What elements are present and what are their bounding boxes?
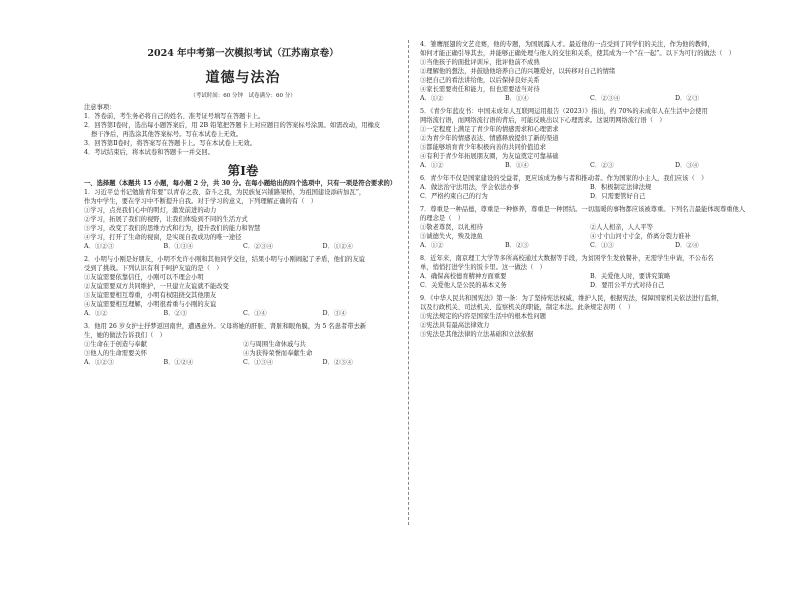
- statement-grid: [420, 223, 760, 241]
- option-b: B．①④: [505, 162, 529, 169]
- question-stem: 网络流行语，而网络流行语的背后，可能反映出以下心理需求。这说明网络流行语（ ）: [420, 117, 666, 124]
- option-c: C．①④: [243, 310, 267, 317]
- question-stem: 2．小明与小刚是好朋友，小明不允许小刚和其他同学交往，结果小明与小刚闹起了矛盾，他们的友谊: [84, 256, 366, 263]
- choice-item: C．严格约束自己的行为: [420, 193, 488, 200]
- statement-item: ②人人相亲，人人平等: [590, 224, 653, 231]
- statement-item: ①敬老尊贤，以礼相待: [420, 224, 483, 231]
- column-divider: [408, 40, 409, 525]
- option-a: A．①②③: [84, 243, 114, 250]
- statement-item: ④家长需要责任和能力，但也需要适当对待: [420, 86, 540, 93]
- option-c: C．②③: [590, 162, 614, 169]
- option-a: A．①②: [420, 95, 444, 102]
- statement-item: ②宪法具有最高法律效力: [420, 322, 490, 329]
- statement-item: ③诚德失火，殃及池鱼: [420, 233, 483, 240]
- note-line: 擦干净后，再选涂其他答案标号。写在本试卷上无效。: [91, 131, 243, 138]
- question-stem: 9．《中华人民共和国宪法》第一条：为了坚持宪法权威，维护人民，根据宪法，保障国家机关依法进行监督，: [420, 295, 724, 302]
- question-stem: 如何才能正确引导其去，并能够正确处理与他人的交往和关系，使其成为一个“在一起”。以下为可行的做法（ ）: [420, 50, 735, 57]
- statement-item: ①友谊需要依靠信任，小刚可以不理会小明: [84, 274, 204, 281]
- choice-item: A．确保高校德育精神方面重要: [420, 273, 507, 280]
- statement-item: ③学习，改变了我们的思维方式和行为，提升我们的能力和智慧: [84, 225, 261, 232]
- answer-options: [420, 241, 760, 250]
- option-c: C．②③④: [243, 243, 274, 250]
- note-line: 2．回答第Ⅰ卷时，选出每小题答案后，用 2B 铅笔把答题卡上对应题目的答案标号涂黑。如需改动，用橡皮: [84, 122, 381, 129]
- statement-item: ②学习，拓展了我们的视野，让我们体验到不同的生活方式: [84, 216, 248, 223]
- question-stem: 5．《青少年蓝皮书：中国未成年人互联网运用报告（2023）》指出，约 70%的未成年人在生活中会使用: [420, 108, 708, 115]
- note-line: 1．答卷前，考生务必将自己的姓名、准考证号填写在答题卡上。: [84, 113, 265, 120]
- choice-item: B．积极制定法律法规: [590, 184, 652, 191]
- statement-item: ④为获得荣誉而奉献生命: [243, 350, 313, 357]
- question-stem: 以及行政机关、司法机关、监察机关的职能，制定本法。此条规定表明（ ）: [420, 304, 635, 311]
- question-stem: 4．雏鹰展翅的文艺竞赛，他的专题，为国展露人才。最近他的一点受到了同学们的关注，作为他的教师，: [420, 41, 714, 48]
- question-4: [420, 40, 760, 103]
- statement-item: ②与周围生命休戚与共: [243, 341, 306, 348]
- option-d: D．②③: [675, 95, 699, 102]
- option-d: D．①②④: [322, 243, 353, 250]
- question-6: [420, 174, 760, 201]
- question-3: [84, 322, 402, 367]
- option-d: D．③④: [675, 162, 699, 169]
- question-8: [420, 254, 760, 290]
- option-b: B．①③④: [163, 243, 194, 250]
- choice-item: D．只需要管好自己: [590, 193, 646, 200]
- option-a: A．①②: [420, 162, 444, 169]
- option-a: A．①②③: [84, 359, 114, 366]
- choice-grid: [420, 183, 760, 201]
- option-b: B．①④: [505, 95, 529, 102]
- option-b: B．①②④: [163, 359, 194, 366]
- answer-options: [420, 161, 760, 170]
- option-c: C．①③: [590, 242, 614, 249]
- question-stem: 受到了挑战。下列认识有利于呵护友谊的是（ ）: [84, 265, 223, 272]
- section-instruction: 一、选择题（本题共 15 小题，每小题 2 分，共 30 分。在每小题给出的四个选项中，只有一项是符合要求的）: [84, 180, 397, 187]
- question-stem: 8．近年来，南京理工大学等多所高校通过大数据等手段，为贫困学生发放餐补，无需学生申请，不公布名: [420, 255, 714, 262]
- question-stem: 1．习近平总书记勉励青年要“以青春之我、奋斗之我，为民族复兴铺路架桥，为祖国建设添砖加瓦”，: [84, 189, 366, 196]
- question-stem: 7．尊重是一种品德，尊重是一种修养，尊重是一种团结。一切温暖的事物都应该被尊重。下列名言最能体现尊重他人: [420, 206, 746, 213]
- statement-item: ③友谊需要相互尊重，小明有权阻挠交其他朋友: [84, 292, 217, 299]
- question-1: [84, 188, 402, 251]
- left-column: [84, 0, 402, 562]
- statement-item: ④学习，打开了生命的视窗，是实现自我成功的唯一途径: [84, 234, 242, 241]
- option-d: D．②③④: [322, 359, 353, 366]
- option-d: D．③④: [322, 310, 347, 317]
- statement-item: ①当他孩子的面批评训斥，批评他前不成熟: [420, 59, 540, 66]
- exam-subtitle: （考试时间：60 分钟 试卷满分：60 分）: [190, 93, 296, 99]
- option-b: B．②③: [163, 310, 188, 317]
- question-stem: 生，她的做法告诉我们（ ）: [84, 332, 166, 339]
- right-column: [420, 0, 760, 602]
- statement-item: ④有利于青少年拓展朋友圈，为友谊奠定可靠基础: [420, 153, 559, 160]
- answer-options: [84, 242, 402, 251]
- notes-list: [84, 112, 402, 157]
- question-2: [84, 255, 402, 318]
- note-line: 3．回答第Ⅱ卷时，将答案写在答题卡上。写在本试卷上无效。: [84, 140, 257, 147]
- question-stem: 3．他用 26 岁女护士抒梦返回南世，遭遇意外。父母将她的肝脏、肾脏和眼角膜，为 5 名患者带去新: [84, 323, 367, 330]
- option-a: A．①②: [420, 242, 444, 249]
- choice-item: D．要用公平方式对待自己: [590, 282, 665, 289]
- statement-item: ③把自己的看法讲给他，以后保持良好关系: [420, 77, 540, 84]
- statement-item: ②理解他的想法，并鼓励他培养自己的兴趣爱好，以转移对自己的情绪: [420, 68, 616, 75]
- statement-item: ①生命在于创造与奉献: [84, 341, 147, 348]
- option-c: C．①③④: [243, 359, 274, 366]
- statement-item: ②为青少年的情感表达、情感释放提供了新的渠道: [420, 135, 559, 142]
- answer-options: [420, 94, 760, 103]
- statement-item: ④寸寸山河寸寸金，侨离分裂力谁补: [590, 233, 691, 240]
- statement-item: ④友谊需要相互理解，小明很看重与小刚的友谊: [84, 301, 217, 308]
- question-stem: 6．青少年不仅是国家建设的受益者，更应该成为参与者和推动者。作为国家的小主人，我们应该（ ）: [420, 175, 708, 182]
- choice-item: A．做法治守法用法，学会依法办事: [420, 184, 520, 191]
- option-d: D．②④: [675, 242, 699, 249]
- option-c: C．②③④: [590, 95, 621, 102]
- statement-item: ①一定程度上满足了青少年的情感需求和心理需求: [420, 126, 559, 133]
- note-line: 4．考试结束后，将本试卷和答题卡一并交回。: [84, 149, 214, 156]
- question-5: [420, 107, 760, 170]
- statement-item: ①学习，点亮我们心中的明灯，激发前进的动力: [84, 207, 217, 214]
- subject-title: 道德与法治: [205, 70, 281, 86]
- notes-heading: 注意事项：: [84, 104, 116, 111]
- statement-grid: [84, 340, 402, 358]
- question-stem: 作为中学生，要在学习中不断提升自我。对于学习的意义，下列理解正确的有（ ）: [84, 198, 317, 205]
- question-stem: 单，悄悄打进学生的饭卡里。这一做法（ ）: [420, 264, 546, 271]
- option-b: B．②③: [505, 242, 529, 249]
- choice-item: C．关爱他人是公民的基本义务: [420, 282, 507, 289]
- statement-item: ①宪法规定的内容是国家生活中的根本性问题: [420, 313, 546, 320]
- choice-grid: [420, 272, 760, 290]
- option-a: A．①②: [84, 310, 108, 317]
- statement-item: ③都能够培育青少年积极向善的共同价值追求: [420, 144, 546, 151]
- section-title: 第Ⅰ卷: [227, 163, 259, 178]
- question-9: [420, 294, 760, 339]
- question-stem: 的理念是（ ）: [420, 215, 465, 222]
- choice-item: B．关爱他人时，要讲究策略: [590, 273, 671, 280]
- statement-item: ③他人的生命需要关怀: [84, 350, 147, 357]
- question-7: [420, 205, 760, 250]
- statement-item: ③宪法是其他法律的立法基础和立法依据: [420, 331, 534, 338]
- exam-title: 2024 年中考第一次模拟考试（江苏南京卷）: [147, 48, 339, 59]
- answer-options: [84, 309, 402, 318]
- answer-options: [84, 358, 402, 367]
- statement-item: ②友谊需要双方共同维护，一旦建立友谊就不能改变: [84, 283, 229, 290]
